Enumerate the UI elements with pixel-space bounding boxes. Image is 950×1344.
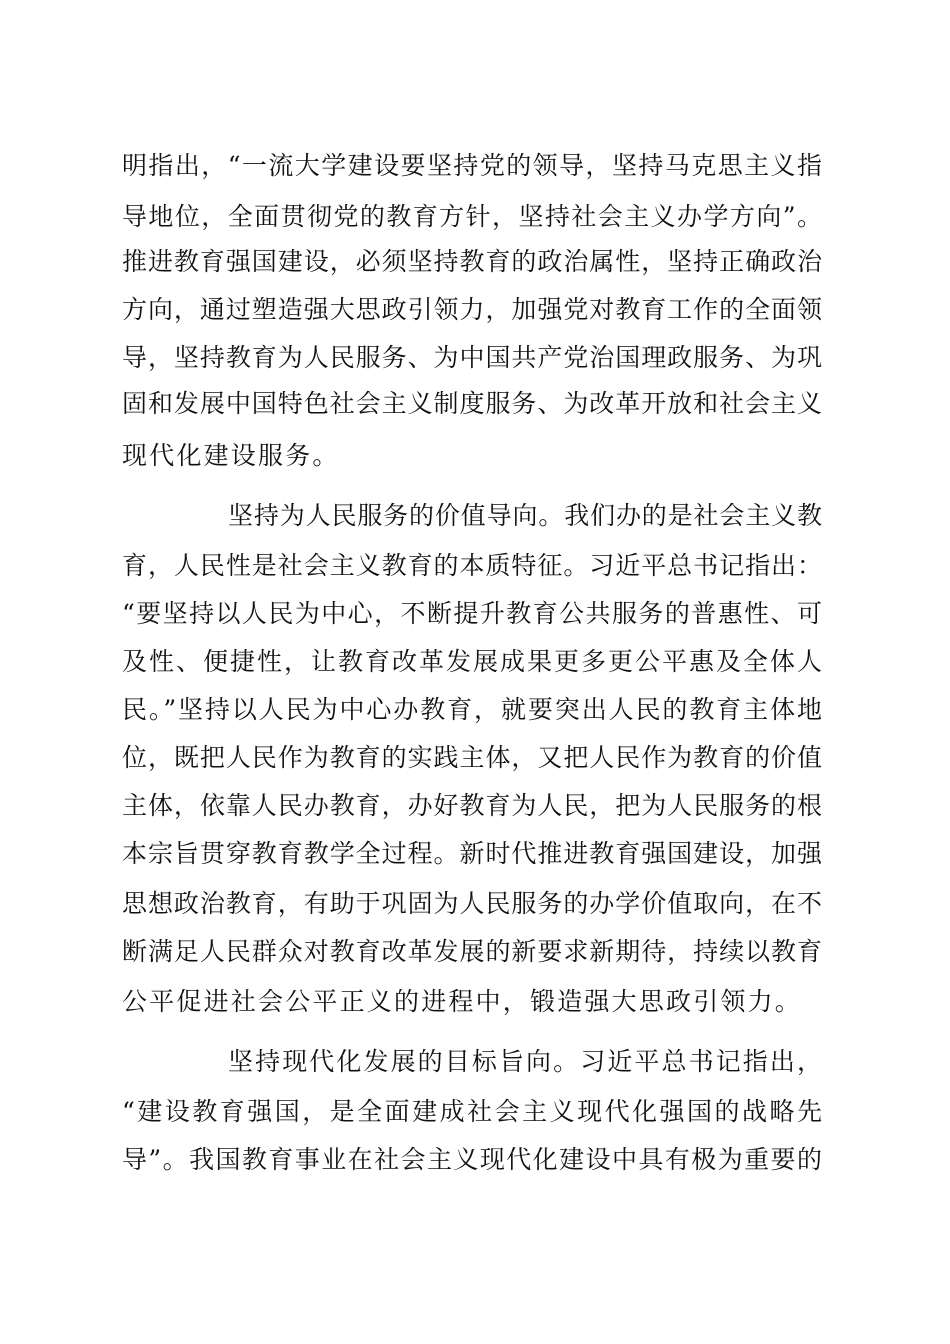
text-line: 断满足人民群众对教育改革发展的新要求新期待，持续以教育 bbox=[122, 937, 822, 966]
text-line: 位，既把人民作为教育的实践主体，又把人民作为教育的价值 bbox=[122, 743, 822, 772]
text-line: 民。”坚持以人民为中心办教育，就要突出人民的教育主体地 bbox=[122, 695, 822, 724]
paragraph-first-line: 坚持现代化发展的目标旨向。习近平总书记指出， bbox=[228, 1047, 822, 1076]
text-line: 明指出，“一流大学建设要坚持党的领导，坚持马克思主义指 bbox=[122, 151, 822, 180]
text-line: 现代化建设服务。 bbox=[122, 441, 340, 470]
text-line: 方向，通过塑造强大思政引领力，加强党对教育工作的全面领 bbox=[122, 295, 822, 324]
text-line: 固和发展中国特色社会主义制度服务、为改革开放和社会主义 bbox=[122, 389, 822, 418]
text-line: “要坚持以人民为中心，不断提升教育公共服务的普惠性、可 bbox=[122, 599, 822, 628]
text-line: 导地位，全面贯彻党的教育方针，坚持社会主义办学方向”。 bbox=[122, 202, 822, 231]
text-line: 思想政治教育，有助于巩固为人民服务的办学价值取向，在不 bbox=[122, 889, 822, 918]
text-line: 本宗旨贯穿教育教学全过程。新时代推进教育强国建设，加强 bbox=[122, 839, 822, 868]
paragraph-first-line: 坚持为人民服务的价值导向。我们办的是社会主义教 bbox=[228, 501, 822, 530]
text-line: 及性、便捷性，让教育改革发展成果更多更公平惠及全体人 bbox=[122, 647, 822, 676]
text-line: 推进教育强国建设，必须坚持教育的政治属性，坚持正确政治 bbox=[122, 247, 822, 276]
text-line: 育，人民性是社会主义教育的本质特征。习近平总书记指出： bbox=[122, 551, 822, 580]
text-line: 主体，依靠人民办教育，办好教育为人民，把为人民服务的根 bbox=[122, 791, 822, 820]
text-line: 公平促进社会公平正义的进程中，锻造强大思政引领力。 bbox=[122, 987, 803, 1016]
text-line: “建设教育强国，是全面建成社会主义现代化强国的战略先 bbox=[122, 1097, 822, 1126]
text-line: 导，坚持教育为人民服务、为中国共产党治国理政服务、为巩 bbox=[122, 343, 822, 372]
text-line: 导”。我国教育事业在社会主义现代化建设中具有极为重要的 bbox=[122, 1145, 822, 1174]
